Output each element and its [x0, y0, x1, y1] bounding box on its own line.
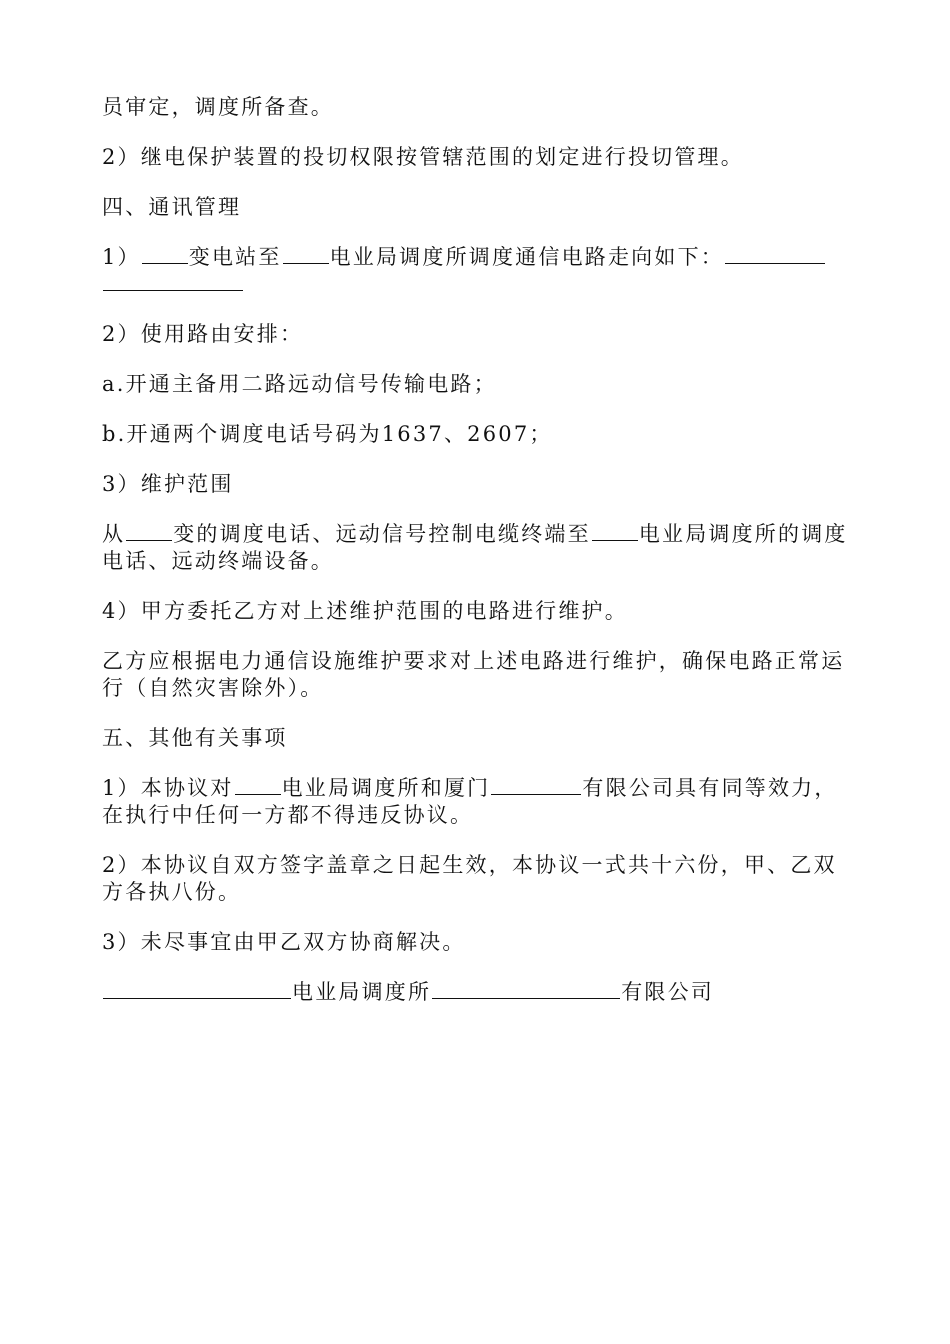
paragraph-routing-b: [102, 421, 854, 448]
paragraph-effect: [102, 775, 854, 829]
section-heading-other: [102, 725, 854, 752]
section-heading-communication: [102, 194, 854, 221]
paragraph-maintenance-requirement: [102, 648, 854, 702]
paragraph-text: 2）本协议自双方签字盖章之日起生效，本协议一式共十六份，甲、乙双方各执八份。: [102, 853, 837, 904]
blank-line: [103, 272, 243, 291]
paragraph-approval: [102, 94, 854, 121]
paragraph-text: 4）甲方委托乙方对上述维护范围的电路进行维护。: [102, 599, 628, 623]
paragraph-text: 电业局调度所的调度电话、远动终端设备。: [102, 522, 848, 573]
blank-line: [283, 245, 329, 264]
paragraph-routing-a: [102, 371, 854, 398]
paragraph-text: 2）使用路由安排：: [102, 322, 304, 346]
blank-line: [126, 522, 172, 541]
blank-line: [103, 980, 291, 999]
party-a-label: 电业局调度所: [292, 980, 432, 1004]
paragraph-text: 从: [102, 522, 126, 546]
blank-line: [592, 522, 638, 541]
paragraph-text: 员审定，调度所备查。: [102, 95, 334, 119]
blank-line: [142, 245, 188, 264]
paragraph-text: 电业局调度所调度通信电路走向如下：: [329, 245, 724, 269]
blank-line: [235, 776, 281, 795]
paragraph-text: 2）继电保护装置的投切权限按管辖范围的划定进行投切管理。: [102, 145, 744, 169]
party-b-label: 有限公司: [621, 980, 715, 1004]
heading-text: 四、通讯管理: [102, 195, 242, 219]
paragraph-text: 变电站至: [188, 245, 282, 269]
blank-line: [491, 776, 581, 795]
signature-line: [102, 979, 854, 1006]
paragraph-validity: [102, 852, 854, 906]
paragraph-text: b.开通两个调度电话号码为1637、2607；: [102, 422, 553, 446]
paragraph-unresolved: [102, 929, 854, 956]
paragraph-text: 有限公司具有同等效力，在执行中任何一方都不得违反协议。: [102, 776, 838, 827]
blank-line: [432, 980, 620, 999]
paragraph-text: 乙方应根据电力通信设施维护要求对上述电路进行维护，确保电路正常运行（自然灾害除外）。: [102, 649, 845, 700]
paragraph-text: 变的调度电话、远动信号控制电缆终端至: [173, 522, 591, 546]
paragraph-text: 3）维护范围: [102, 472, 234, 496]
paragraph-circuit-route: [102, 244, 854, 298]
blank-line: [725, 245, 825, 264]
heading-text: 五、其他有关事项: [102, 726, 288, 750]
item-number: 1）: [102, 245, 141, 269]
paragraph-text: 电业局调度所和厦门: [281, 776, 491, 800]
paragraph-relay-protection: [102, 144, 854, 171]
paragraph-scope-detail: [102, 521, 854, 575]
paragraph-maintenance-scope: [102, 471, 854, 498]
paragraph-routing: [102, 321, 854, 348]
paragraph-entrust: [102, 598, 854, 625]
document-page: [102, 94, 854, 1006]
paragraph-text: 3）未尽事宜由甲乙双方协商解决。: [102, 930, 466, 954]
paragraph-text: 1）本协议对: [102, 776, 234, 800]
paragraph-text: a.开通主备用二路远动信号传输电路；: [102, 372, 497, 396]
